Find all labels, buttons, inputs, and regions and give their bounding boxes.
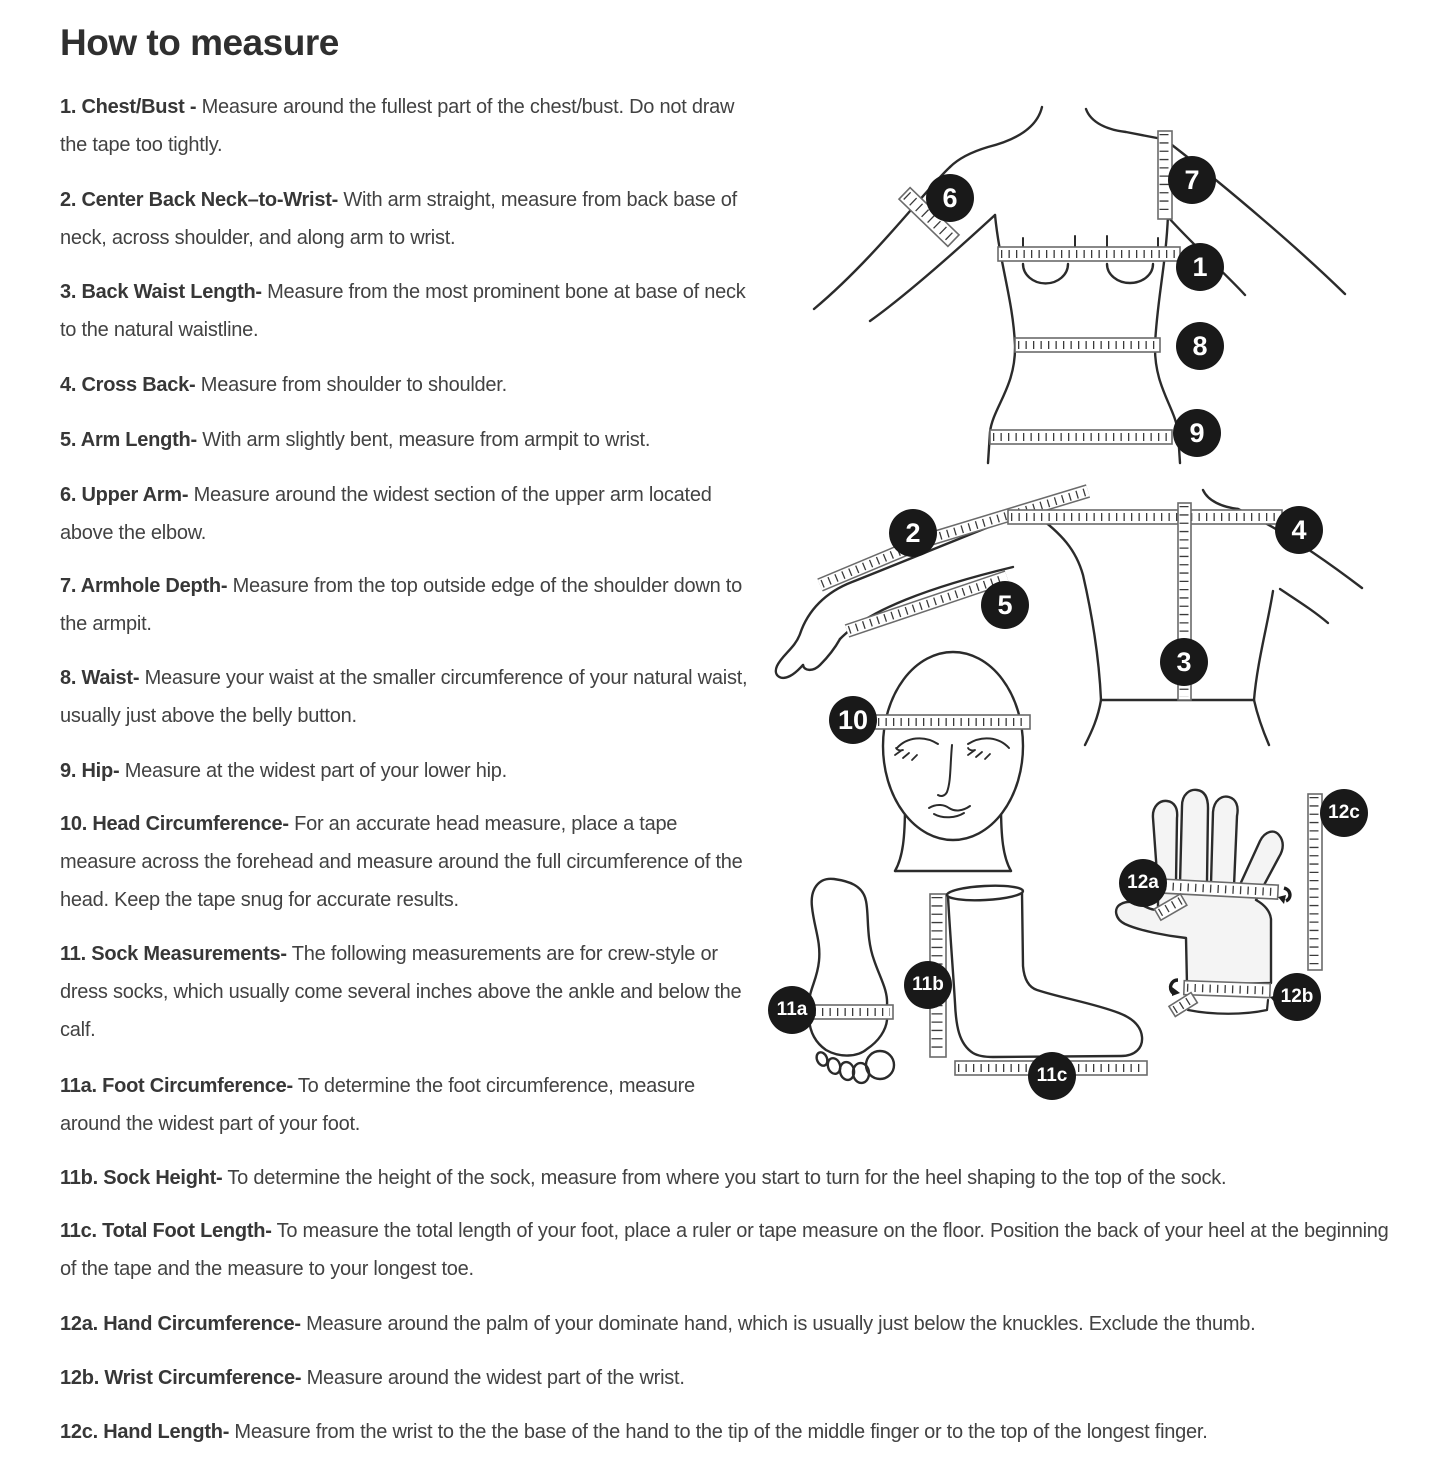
- instruction-wrist-circumference: [60, 1359, 1405, 1397]
- instruction-label: 12a. Hand Circumference-: [60, 1313, 301, 1335]
- diagram-badge-12b: 12b: [1273, 973, 1321, 1021]
- diagram-badge-12c: 12c: [1320, 789, 1368, 837]
- foot-circumference-tape-icon: [804, 1005, 893, 1019]
- torso-measurement-diagram-icon: [780, 95, 1340, 473]
- instruction-text: To determine the foot circumference, measure around the widest part of your foot.: [60, 1075, 695, 1135]
- instruction-foot-circumference: [60, 1067, 752, 1143]
- instruction-sock-measurements: [60, 935, 752, 1049]
- diagram-badge-11c: 11c: [1028, 1052, 1076, 1100]
- foot-sole-outline: [809, 879, 894, 1084]
- instruction-label: 3. Back Waist Length-: [60, 281, 262, 303]
- instruction-hand-length: [60, 1413, 1405, 1451]
- instruction-hand-circumference: [60, 1305, 1405, 1343]
- diagram-badge-11b: 11b: [904, 961, 952, 1009]
- instruction-text: For an accurate head measure, place a tape measure across the forehead and measure around the full circumference of the head. Keep the tape snug for accurate results.: [60, 813, 743, 911]
- diagram-badge-5: 5: [981, 581, 1029, 629]
- diagram-badge-1: 1: [1176, 243, 1224, 291]
- instruction-armhole-depth: [60, 567, 752, 643]
- waist-tape-icon: [1015, 338, 1160, 352]
- instruction-cross-back: [60, 366, 752, 404]
- neck-to-wrist-tape-icon: [820, 491, 1088, 585]
- hip-tape-icon: [990, 430, 1172, 444]
- instruction-text: With arm straight, measure from back base of neck, across shoulder, and along arm to wrist.: [60, 189, 737, 249]
- diagram-badge-7: 7: [1168, 156, 1216, 204]
- instruction-back-waist-length: [60, 273, 752, 349]
- diagram-badge-8: 8: [1176, 322, 1224, 370]
- head-measurement-diagram-icon: [845, 645, 1045, 880]
- diagram-badge-12a: 12a: [1119, 859, 1167, 907]
- wrist-tape-loose-end-icon: [1169, 993, 1197, 1017]
- instruction-label: 12c. Hand Length-: [60, 1421, 230, 1443]
- instruction-text: Measure from the wrist to the the base of the hand to the tip of the middle finger or to the top of the longest finger.: [234, 1421, 1208, 1443]
- cross-back-tape-icon: [1008, 510, 1282, 524]
- instruction-text: With arm slightly bent, measure from armpit to wrist.: [202, 429, 651, 451]
- instruction-label: 10. Head Circumference-: [60, 813, 289, 835]
- instruction-sock-height: [60, 1159, 1405, 1197]
- foot-sole-measurement-diagram-icon: [768, 873, 908, 1088]
- instruction-label: 5. Arm Length-: [60, 429, 197, 451]
- diagram-badge-3: 3: [1160, 638, 1208, 686]
- instruction-head-circumference: [60, 805, 752, 919]
- instruction-label: 12b. Wrist Circumference-: [60, 1367, 302, 1389]
- instruction-text: Measure from shoulder to shoulder.: [200, 374, 507, 396]
- instruction-label: 8. Waist-: [60, 667, 140, 689]
- instruction-text: To determine the height of the sock, measure from where you start to turn for the heel shaping to the top of the sock.: [227, 1167, 1227, 1189]
- instruction-chest-bust: [60, 88, 752, 164]
- instruction-total-foot-length: [60, 1212, 1405, 1288]
- chest-tape-icon: [998, 247, 1180, 261]
- page-title: How to measure: [60, 22, 339, 63]
- diagram-badge-4: 4: [1275, 506, 1323, 554]
- instruction-label: 11b. Sock Height-: [60, 1167, 223, 1189]
- diagram-badge-11a: 11a: [768, 986, 816, 1034]
- head-circumference-tape-icon: [875, 715, 1030, 729]
- instruction-upper-arm: [60, 476, 752, 552]
- diagram-badge-6: 6: [926, 174, 974, 222]
- instruction-label: 1. Chest/Bust -: [60, 96, 197, 118]
- instruction-text: To measure the total length of your foot, place a ruler or tape measure on the floor. Position the back of your heel at the beginning of the tape and the measure to your longest toe.: [60, 1220, 1389, 1280]
- instruction-arm-length: [60, 421, 752, 459]
- instruction-label: 11. Sock Measurements-: [60, 943, 287, 965]
- instruction-text: Measure around the palm of your dominate hand, which is usually just below the knuckles. Exclude the thumb.: [306, 1313, 1256, 1335]
- instruction-label: 11c. Total Foot Length-: [60, 1220, 272, 1242]
- instruction-waist: [60, 659, 752, 735]
- instruction-label: 7. Armhole Depth-: [60, 575, 228, 597]
- instruction-hip: [60, 752, 752, 790]
- instruction-text: Measure from the most prominent bone at base of neck to the natural waistline.: [60, 281, 746, 341]
- instruction-text: The following measurements are for crew-style or dress socks, which usually come several inches above the ankle and below the calf.: [60, 943, 742, 1041]
- instruction-label: 11a. Foot Circumference-: [60, 1075, 293, 1097]
- wrist-circumference-tape-icon: [1184, 981, 1270, 998]
- instruction-label: 6. Upper Arm-: [60, 484, 189, 506]
- instruction-text: Measure around the fullest part of the chest/bust. Do not draw the tape too tightly.: [60, 96, 735, 156]
- instruction-text: Measure from the top outside edge of the shoulder down to the armpit.: [60, 575, 742, 635]
- diagram-badge-9: 9: [1173, 409, 1221, 457]
- hand-length-ruler-icon: [1308, 794, 1322, 970]
- instruction-label: 2. Center Back Neck–to-Wrist-: [60, 189, 339, 211]
- instruction-text: Measure around the widest part of the wrist.: [306, 1367, 685, 1389]
- instruction-center-back-neck-to-wrist: [60, 181, 752, 257]
- instruction-text: Measure at the widest part of your lower hip.: [124, 760, 507, 782]
- head-outline: [883, 652, 1023, 871]
- diagram-badge-2: 2: [889, 509, 937, 557]
- diagram-badge-10: 10: [829, 696, 877, 744]
- instruction-text: Measure your waist at the smaller circumference of your natural waist, usually just above the belly button.: [60, 667, 748, 727]
- instruction-label: 9. Hip-: [60, 760, 120, 782]
- torso-outline: [814, 107, 1345, 463]
- instruction-label: 4. Cross Back-: [60, 374, 196, 396]
- instruction-text: Measure around the widest section of the upper arm located above the elbow.: [60, 484, 712, 544]
